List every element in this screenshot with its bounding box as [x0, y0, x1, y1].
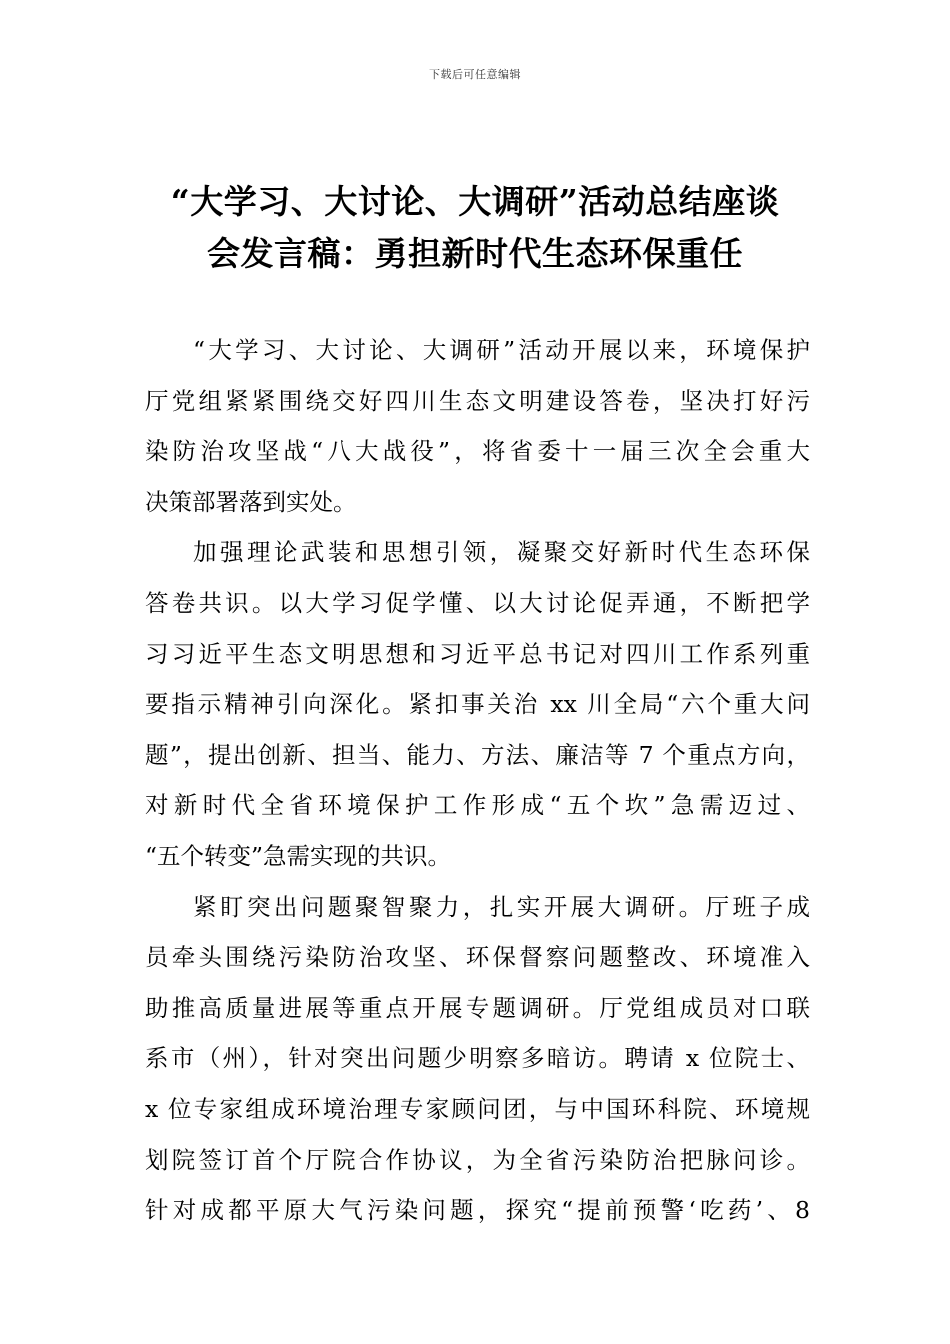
paragraph-line: 紧盯突出问题聚智聚力，扎实开展大调研。厅班子成: [193, 892, 810, 921]
paragraph-line: 助推高质量进展等重点开展专题调研。厅党组成员对口联: [145, 993, 810, 1022]
paragraph-3: [145, 882, 810, 1236]
paragraph-line: 厅党组紧紧围绕交好四川生态文明建设答卷，坚决打好污: [145, 386, 810, 415]
paragraph-1: [145, 325, 810, 527]
document-body: [145, 325, 810, 1236]
paragraph-line: 划院签订首个厅院合作协议，为全省污染防治把脉问诊。: [145, 1145, 810, 1174]
paragraph-line: 对新时代全省环境保护工作形成“五个坎”急需迈过、: [145, 791, 810, 820]
paragraph-line: “五个转变”急需实现的共识。: [145, 841, 452, 870]
paragraph-line: 答卷共识。以大学习促学懂、以大讨论促弄通，不断把学: [145, 588, 810, 617]
document-title: [120, 176, 830, 280]
paragraph-line: “大学习、大讨论、大调研”活动开展以来，环境保护: [193, 336, 810, 364]
paragraph-line: x 位专家组成环境治理专家顾问团，与中国环科院、环境规: [145, 1094, 810, 1123]
title-line-1: “大学习、大讨论、大调研”活动总结座谈: [170, 182, 780, 221]
paragraph-line: 系市（州），针对突出问题少明察多暗访。聘请 x 位院士、: [145, 1044, 810, 1073]
paragraph-2: [145, 527, 810, 881]
paragraph-line: 习习近平生态文明思想和习近平总书记对四川工作系列重: [145, 639, 810, 668]
paragraph-line: 加强理论武装和思想引领，凝聚交好新时代生态环保: [193, 538, 810, 567]
header-note: 下载后可任意编辑: [429, 68, 521, 81]
paragraph-line: 要指示精神引向深化。紧扣事关治 xx 川全局“六个重大问: [145, 690, 810, 719]
paragraph-line: 员牵头围绕污染防治攻坚、环保督察问题整改、环境准入: [145, 943, 810, 972]
title-line-2: 会发言稿：勇担新时代生态环保重任: [207, 234, 743, 273]
paragraph-line: 针对成都平原大气污染问题，探究“提前预警‘吃药’、8: [145, 1196, 810, 1225]
paragraph-line: 染防治攻坚战“八大战役”，将省委十一届三次全会重大: [145, 437, 810, 466]
paragraph-line: 题”，提出创新、担当、能力、方法、廉洁等 7 个重点方向，: [145, 740, 810, 769]
paragraph-line: 决策部署落到实处。: [145, 487, 357, 516]
